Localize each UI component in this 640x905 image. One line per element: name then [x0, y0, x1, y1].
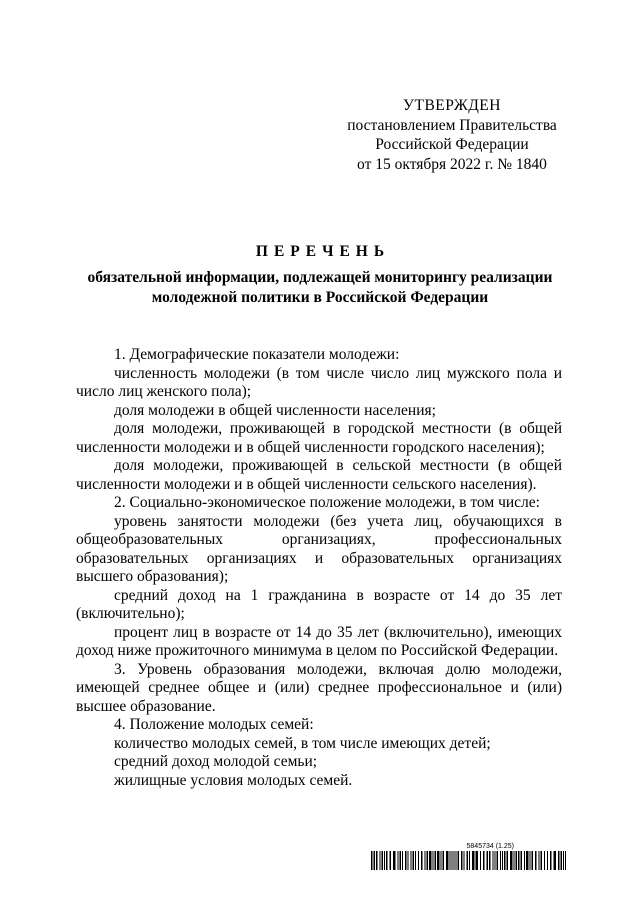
- list-item: уровень занятости молодежи (без учета лиц, обучающихся в общеобразовательных организациях, профессиональных образовательных организациях и образовательных организациях высшего образования);: [76, 512, 562, 585]
- barcode-number: 5845734 (1.25): [466, 843, 514, 850]
- barcode-block: [371, 843, 566, 870]
- list-item: жилищные условия молодых семей.: [114, 771, 353, 789]
- document-body: [76, 346, 562, 790]
- document-subtitle: обязательной информации, подлежащей мониторингу реализации молодежной политики в Российской Федерации: [87, 269, 553, 306]
- list-item: доля молодежи в общей численности населения;: [114, 401, 436, 419]
- list-item: численность молодежи (в том числе число лиц мужского пола и число лиц женского пола);: [76, 364, 562, 400]
- section-1-heading: 1. Демографические показатели молодежи:: [114, 346, 400, 363]
- section-2-heading: 2. Социально-экономическое положение молодежи, в том числе:: [114, 494, 540, 511]
- section-3: 3. Уровень образования молодежи, включая долю молодежи, имеющей среднее общее и (или) среднее профессиональное и (или) высшее образование.: [76, 660, 562, 715]
- approval-line-3: от 15 октября 2022 г. № 1840: [357, 155, 547, 173]
- list-item: доля молодежи, проживающей в сельской местности (в общей численности молодежи и в общей численности сельского населения).: [76, 457, 562, 493]
- list-item: доля молодежи, проживающей в городской местности (в общей численности молодежи и в общей численности городского населения);: [76, 420, 562, 456]
- approval-line-1: постановлением Правительства: [347, 116, 557, 134]
- approval-line-2: Российской Федерации: [375, 136, 529, 153]
- barcode-icon: [371, 851, 566, 870]
- list-item: средний доход на 1 гражданина в возрасте от 14 до 35 лет (включительно);: [76, 586, 562, 622]
- list-item: количество молодых семей, в том числе имеющих детей;: [114, 734, 491, 752]
- list-item: процент лиц в возрасте от 14 до 35 лет (включительно), имеющих доход ниже прожиточного минимума в целом по Российской Федерации.: [76, 623, 562, 659]
- list-item: средний доход молодой семьи;: [114, 753, 318, 770]
- approval-heading: УТВЕРЖДЕН: [403, 97, 501, 114]
- section-4-heading: 4. Положение молодых семей:: [114, 716, 314, 733]
- approval-stamp: [328, 96, 576, 174]
- document-title: ПЕРЕЧЕНЬ: [255, 243, 391, 260]
